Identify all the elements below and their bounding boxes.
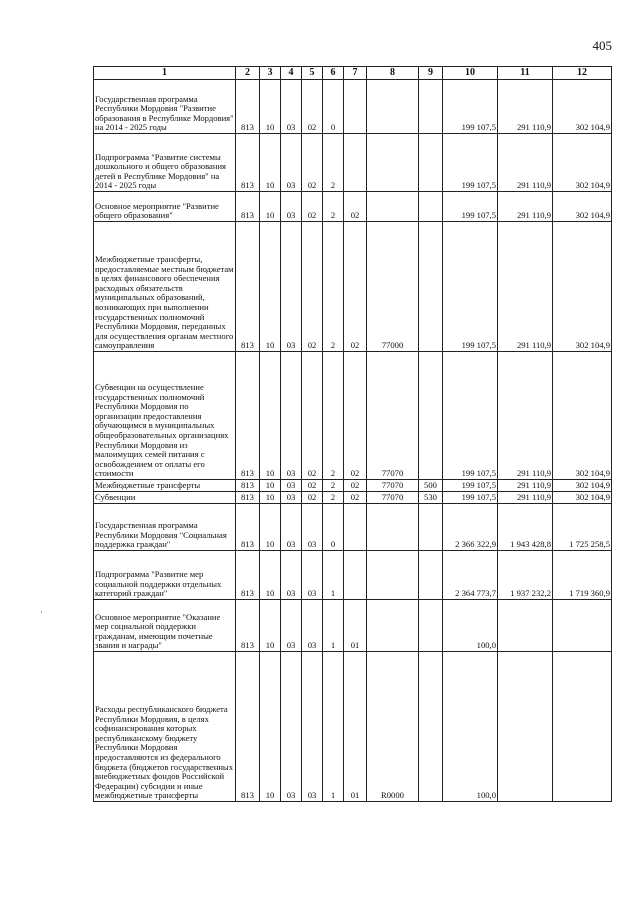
- amount-cell: 199 107,5: [443, 492, 498, 504]
- amount-cell: [498, 652, 553, 802]
- code-cell: 813: [236, 192, 260, 222]
- code-cell: [367, 504, 419, 551]
- amount-cell: 302 104,9: [553, 352, 612, 480]
- code-cell: 02: [302, 192, 323, 222]
- code-cell: [419, 222, 443, 352]
- code-cell: 813: [236, 134, 260, 192]
- code-cell: [419, 352, 443, 480]
- column-header: 6: [323, 67, 344, 80]
- code-cell: 03: [281, 492, 302, 504]
- amount-cell: 199 107,5: [443, 192, 498, 222]
- amount-cell: 1 725 258,5: [553, 504, 612, 551]
- code-cell: [367, 80, 419, 134]
- code-cell: 02: [302, 492, 323, 504]
- amount-cell: 302 104,9: [553, 192, 612, 222]
- code-cell: 03: [281, 480, 302, 492]
- code-cell: 1: [323, 600, 344, 652]
- code-cell: 10: [260, 652, 281, 802]
- code-cell: [419, 80, 443, 134]
- code-cell: 03: [281, 504, 302, 551]
- row-name-cell: Расходы республиканского бюджета Республики Мордовия, в целях софинансирования которых республиканскому бюджету Республики Мордовия предоставляются из федерального бюджета (бюджетов государственных внебюджетных фондов Российской Федерации) субсидии и иные межбюджетные трансферты: [94, 652, 236, 802]
- header-row: [94, 67, 612, 80]
- code-cell: 03: [281, 600, 302, 652]
- page-number: 405: [592, 38, 612, 53]
- amount-cell: 291 110,9: [498, 80, 553, 134]
- code-cell: 02: [344, 352, 367, 480]
- code-cell: 0: [323, 504, 344, 551]
- code-cell: [344, 504, 367, 551]
- table-row: [94, 652, 612, 802]
- table-row: [94, 80, 612, 134]
- column-header: 9: [419, 67, 443, 80]
- code-cell: 1: [323, 551, 344, 600]
- code-cell: 10: [260, 600, 281, 652]
- code-cell: 2: [323, 480, 344, 492]
- code-cell: 10: [260, 134, 281, 192]
- code-cell: 03: [302, 600, 323, 652]
- code-cell: 10: [260, 492, 281, 504]
- code-cell: 2: [323, 352, 344, 480]
- table-row: [94, 222, 612, 352]
- code-cell: 530: [419, 492, 443, 504]
- code-cell: 02: [302, 80, 323, 134]
- code-cell: 813: [236, 352, 260, 480]
- code-cell: [419, 600, 443, 652]
- budget-table: [93, 66, 612, 802]
- code-cell: [419, 652, 443, 802]
- code-cell: 03: [302, 652, 323, 802]
- code-cell: 10: [260, 222, 281, 352]
- amount-cell: 199 107,5: [443, 80, 498, 134]
- code-cell: 02: [302, 352, 323, 480]
- row-name-cell: Межбюджетные трансферты, предоставляемые местным бюджетам в целях финансового обеспечения расходных обязательств муниципальных образований, возникающих при выполнении государственных полномочий Республики Мордовия, переданных для осуществления органам местного самоуправления: [94, 222, 236, 352]
- row-name-cell: Межбюджетные трансферты: [94, 480, 236, 492]
- row-name-cell: Субвенции на осуществление государственных полномочий Республики Мордовия по организации предоставления обучающимся в муниципальных общеобразовательных организациях Республики Мордовия из малоимущих семей питания с освобождением от оплаты его стоимости: [94, 352, 236, 480]
- amount-cell: 302 104,9: [553, 480, 612, 492]
- code-cell: 813: [236, 600, 260, 652]
- code-cell: 02: [344, 222, 367, 352]
- amount-cell: 291 110,9: [498, 192, 553, 222]
- amount-cell: 1 719 360,9: [553, 551, 612, 600]
- amount-cell: [553, 600, 612, 652]
- amount-cell: 199 107,5: [443, 352, 498, 480]
- code-cell: 03: [281, 652, 302, 802]
- code-cell: 10: [260, 192, 281, 222]
- amount-cell: 302 104,9: [553, 492, 612, 504]
- column-header: 11: [498, 67, 553, 80]
- code-cell: 02: [302, 222, 323, 352]
- amount-cell: 291 110,9: [498, 480, 553, 492]
- amount-cell: [553, 652, 612, 802]
- code-cell: 77070: [367, 352, 419, 480]
- code-cell: 500: [419, 480, 443, 492]
- amount-cell: 199 107,5: [443, 480, 498, 492]
- table-row: [94, 492, 612, 504]
- amount-cell: 100,0: [443, 600, 498, 652]
- row-name-cell: Подпрограмма "Развитие мер социальной поддержки отдельных категорий граждан": [94, 551, 236, 600]
- table-row: [94, 192, 612, 222]
- table-row: [94, 480, 612, 492]
- code-cell: 02: [344, 480, 367, 492]
- code-cell: [419, 504, 443, 551]
- row-name-cell: Основное мероприятие "Оказание мер социальной поддержки гражданам, имеющим почетные звания и награды": [94, 600, 236, 652]
- code-cell: 02: [302, 134, 323, 192]
- code-cell: 813: [236, 222, 260, 352]
- code-cell: 02: [344, 192, 367, 222]
- code-cell: 03: [281, 222, 302, 352]
- code-cell: 813: [236, 480, 260, 492]
- code-cell: [367, 134, 419, 192]
- amount-cell: 291 110,9: [498, 352, 553, 480]
- code-cell: 01: [344, 600, 367, 652]
- table-row: [94, 504, 612, 551]
- code-cell: 10: [260, 80, 281, 134]
- row-name-cell: Подпрограмма "Развитие системы дошкольного и общего образования детей в Республике Мордовия" на 2014 - 2025 годы: [94, 134, 236, 192]
- code-cell: 2: [323, 192, 344, 222]
- code-cell: [419, 551, 443, 600]
- amount-cell: 100,0: [443, 652, 498, 802]
- code-cell: 03: [281, 352, 302, 480]
- row-name-cell: Государственная программа Республики Мордовия "Развитие образования в Республике Мордовия" на 2014 - 2025 годы: [94, 80, 236, 134]
- code-cell: 03: [281, 80, 302, 134]
- code-cell: [419, 134, 443, 192]
- amount-cell: 302 104,9: [553, 80, 612, 134]
- amount-cell: 2 366 322,9: [443, 504, 498, 551]
- code-cell: [344, 80, 367, 134]
- table-row: [94, 134, 612, 192]
- amount-cell: 302 104,9: [553, 222, 612, 352]
- row-name-cell: Субвенции: [94, 492, 236, 504]
- code-cell: [344, 551, 367, 600]
- table-body: [94, 80, 612, 802]
- code-cell: 77000: [367, 222, 419, 352]
- code-cell: 10: [260, 352, 281, 480]
- table-row: [94, 551, 612, 600]
- code-cell: [367, 551, 419, 600]
- code-cell: 77070: [367, 480, 419, 492]
- amount-cell: 1 937 232,2: [498, 551, 553, 600]
- amount-cell: 302 104,9: [553, 134, 612, 192]
- code-cell: 03: [281, 192, 302, 222]
- column-header: 1: [94, 67, 236, 80]
- code-cell: 813: [236, 80, 260, 134]
- amount-cell: 291 110,9: [498, 134, 553, 192]
- code-cell: 02: [302, 480, 323, 492]
- code-cell: 02: [344, 492, 367, 504]
- code-cell: 0: [323, 80, 344, 134]
- table-row: [94, 352, 612, 480]
- code-cell: 2: [323, 134, 344, 192]
- column-header: 2: [236, 67, 260, 80]
- code-cell: 2: [323, 492, 344, 504]
- code-cell: 03: [302, 504, 323, 551]
- column-header: 12: [553, 67, 612, 80]
- code-cell: [367, 192, 419, 222]
- code-cell: 2: [323, 222, 344, 352]
- column-header: 4: [281, 67, 302, 80]
- code-cell: 03: [302, 551, 323, 600]
- code-cell: [367, 600, 419, 652]
- column-header: 3: [260, 67, 281, 80]
- code-cell: 813: [236, 652, 260, 802]
- column-header: 10: [443, 67, 498, 80]
- code-cell: R0000: [367, 652, 419, 802]
- amount-cell: [498, 600, 553, 652]
- column-header: 5: [302, 67, 323, 80]
- code-cell: 1: [323, 652, 344, 802]
- column-header: 8: [367, 67, 419, 80]
- code-cell: [419, 192, 443, 222]
- code-cell: 03: [281, 134, 302, 192]
- code-cell: 813: [236, 504, 260, 551]
- amount-cell: 199 107,5: [443, 222, 498, 352]
- code-cell: 813: [236, 492, 260, 504]
- row-name-cell: Основное мероприятие "Развитие общего образования": [94, 192, 236, 222]
- row-name-cell: Государственная программа Республики Мордовия "Социальная поддержка граждан": [94, 504, 236, 551]
- code-cell: 813: [236, 551, 260, 600]
- code-cell: 01: [344, 652, 367, 802]
- code-cell: 10: [260, 504, 281, 551]
- code-cell: 10: [260, 480, 281, 492]
- amount-cell: 2 364 773,7: [443, 551, 498, 600]
- amount-cell: 291 110,9: [498, 222, 553, 352]
- code-cell: [344, 134, 367, 192]
- table-row: [94, 600, 612, 652]
- amount-cell: 199 107,5: [443, 134, 498, 192]
- scan-mark: ‚: [40, 604, 43, 614]
- code-cell: 77070: [367, 492, 419, 504]
- amount-cell: 1 943 428,8: [498, 504, 553, 551]
- code-cell: 03: [281, 551, 302, 600]
- amount-cell: 291 110,9: [498, 492, 553, 504]
- code-cell: 10: [260, 551, 281, 600]
- column-header: 7: [344, 67, 367, 80]
